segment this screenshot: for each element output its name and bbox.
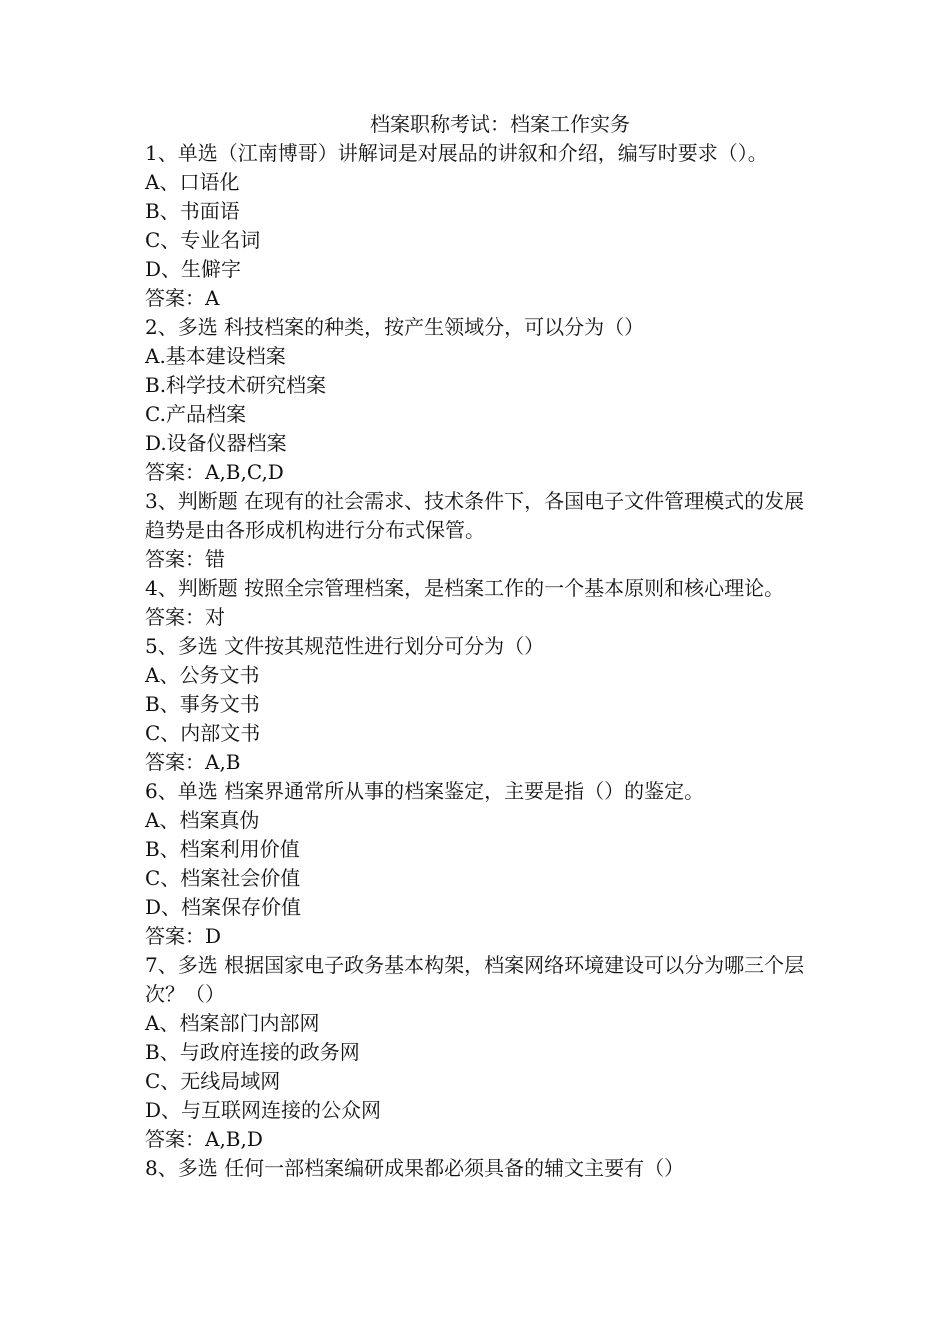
text-line: D、档案保存价值 [145, 895, 302, 919]
question-list [145, 139, 815, 1183]
text-line: B、档案利用价值 [145, 837, 300, 861]
document-body [145, 110, 815, 1183]
text-line: D、与互联网连接的公众网 [145, 1098, 382, 1122]
text-line: A.基本建设档案 [145, 344, 286, 368]
document-title: 档案职称考试：档案工作实务 [370, 112, 630, 136]
text-line: C、档案社会价值 [145, 866, 301, 890]
text-line: D.设备仪器档案 [145, 431, 287, 455]
text-line: B、与政府连接的政务网 [145, 1040, 360, 1064]
text-line: 答案：A,B,C,D [145, 460, 284, 484]
text-line: 答案：A,B,D [145, 1127, 263, 1151]
text-line: D、生僻字 [145, 257, 242, 281]
text-line: C、无线局域网 [145, 1069, 281, 1093]
text-line: B、事务文书 [145, 692, 260, 716]
text-line: 7、多选 根据国家电子政务基本构架，档案网络环境建设可以分为哪三个层次？（） [145, 953, 805, 1006]
text-line: 答案：A [145, 286, 220, 310]
text-line: 答案：错 [145, 547, 225, 571]
text-line: A、口语化 [145, 170, 240, 194]
text-line: C、专业名词 [145, 228, 261, 252]
text-line: 6、单选 档案界通常所从事的档案鉴定，主要是指（）的鉴定。 [145, 779, 705, 803]
text-line: A、档案部门内部网 [145, 1011, 320, 1035]
text-line: A、公务文书 [145, 663, 260, 687]
text-line: 1、单选（江南博哥）讲解词是对展品的讲叙和介绍，编写时要求（）。 [145, 141, 768, 165]
text-line: 8、多选 任何一部档案编研成果都必须具备的辅文主要有（） [145, 1156, 685, 1180]
text-line: C、内部文书 [145, 721, 261, 745]
text-line: 答案：D [145, 924, 222, 948]
text-line: 答案：A,B [145, 750, 241, 774]
text-line: B.科学技术研究档案 [145, 373, 327, 397]
text-line: 2、多选 科技档案的种类，按产生领域分，可以分为（） [145, 315, 645, 339]
text-line: 4、判断题 按照全宗管理档案，是档案工作的一个基本原则和核心理论。 [145, 576, 785, 600]
text-line: 答案：对 [145, 605, 225, 629]
text-line: A、档案真伪 [145, 808, 260, 832]
text-line: B、书面语 [145, 199, 240, 223]
text-line: C.产品档案 [145, 402, 246, 426]
text-line: 3、判断题 在现有的社会需求、技术条件下，各国电子文件管理模式的发展趋势是由各形成机构进行分布式保管。 [145, 489, 805, 542]
text-line: 5、多选 文件按其规范性进行划分可分为（） [145, 634, 545, 658]
